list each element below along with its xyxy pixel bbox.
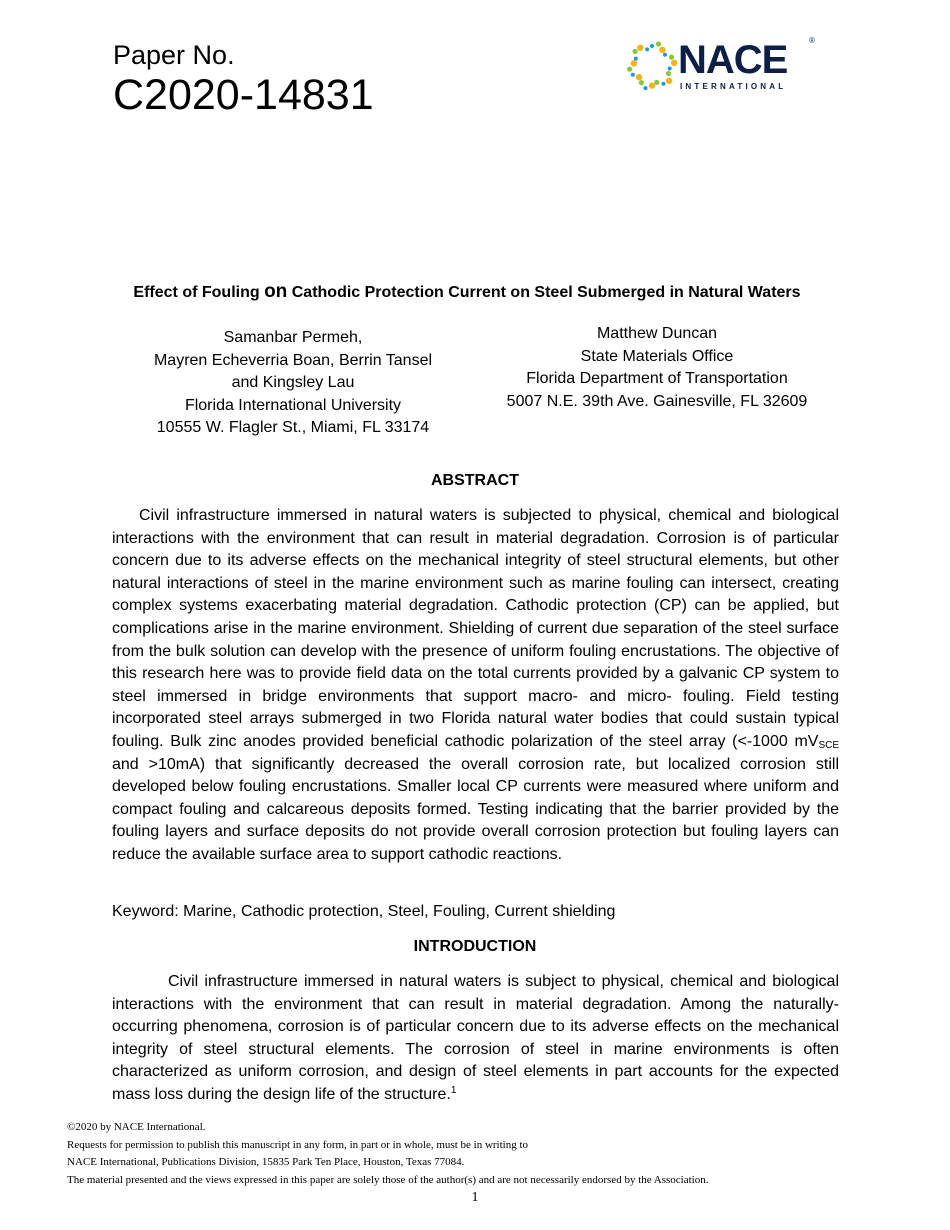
logo-dot <box>633 49 638 54</box>
logo-dot <box>650 44 654 48</box>
title-part-1: Effect of Fouling <box>133 284 265 301</box>
title-part-3: Cathodic Protection Current on Steel Submerged in Natural Waters <box>287 284 801 301</box>
logo-dot <box>654 80 659 85</box>
footer-line: NACE International, Publications Division, 15835 Park Ten Place, Houston, Texas 77084. <box>67 1156 465 1168</box>
author-line: and Kingsley Lau <box>231 374 355 392</box>
logo-registered-mark: ® <box>809 36 815 45</box>
footer-line: The material presented and the views expressed in this paper are solely those of the author(s) and are not necessarily endorsed by the Association. <box>67 1173 709 1186</box>
paper-label: Paper No. <box>113 40 235 70</box>
footer-line: ©2020 by NACE International. <box>67 1121 206 1133</box>
nace-logo-emblem-icon <box>624 36 680 96</box>
logo-dot <box>669 55 674 60</box>
introduction-text: Civil infrastructure immersed in natural waters is subject to physical, chemical and biological interactions with the environment that can result in material degradation. Among the naturally-occurring phenomena, corrosion is of particular concern due to its adverse effects on the mechanical integrity of steel structural elements. The corrosion of steel in marine environments is often characterized as uniform corrosion, and design of steel elements in part accounts for the expected mass loss during the design life of the structure. <box>112 973 839 1103</box>
title-part-2: on <box>264 281 288 302</box>
logo-dot <box>631 60 637 66</box>
logo-subtitle: INTERNATIONAL <box>680 82 787 91</box>
logo-dot <box>663 53 667 57</box>
paper-number: C2020-14831 <box>113 71 374 119</box>
logo-dot <box>645 47 649 51</box>
logo-dot <box>662 82 666 86</box>
abstract-heading: ABSTRACT <box>431 472 519 489</box>
logo-dot <box>666 78 672 84</box>
logo-dot <box>659 47 665 53</box>
abstract-subscript: SCE <box>818 739 839 751</box>
copyright-footer <box>67 1119 887 1189</box>
authors-right-column <box>490 323 824 413</box>
logo-dot <box>627 67 632 72</box>
logo-dot <box>644 86 648 90</box>
address-line: 10555 W. Flagler St., Miami, FL 33174 <box>156 419 430 437</box>
introduction-heading: INTRODUCTION <box>413 938 537 955</box>
author-line: Matthew Duncan <box>596 325 718 342</box>
keywords-line: Keyword: Marine, Cathodic protection, Steel, Fouling, Current shielding <box>112 903 616 920</box>
affiliation-line: Florida International University <box>184 396 402 414</box>
abstract-text-part-2: and >10mA) that significantly decreased the overall corrosion rate, but localized corrosion still developed below fouling encrustations. Smaller local CP currents were measured where uniform and compact fouling and calcareous deposits formed. Testing indicating that the barrier provided by the fouling layers and surface deposits do not provide overall corrosion protection but fouling layers can reduce the available surface area to support cathodic reactions. <box>112 755 839 863</box>
address-line: 5007 N.E. 39th Ave. Gainesville, FL 32609 <box>506 392 808 410</box>
logo-dot <box>636 74 642 80</box>
logo-wordmark: NACE <box>678 38 788 82</box>
footnote-reference: 1 <box>450 1084 457 1096</box>
paper-title <box>0 282 934 303</box>
affiliation-line: Florida Department of Transportation <box>526 370 788 388</box>
nace-logo <box>624 36 824 96</box>
logo-dot <box>668 67 672 71</box>
logo-dot <box>631 73 635 77</box>
abstract-text-part-1: Civil infrastructure immersed in natural waters is subjected to physical, chemical and biological interactions with the environment that can result in material degradation. Corrosion is of particular concern due to its adverse effects on the mechanical integrity of steel structural elements, but other natural interactions of steel in the marine environment such as marine fouling can intersect, creating complex systems exacerbating material degradation. Cathodic protection (CP) can be applied, but complications arise in the marine environment. Shielding of current due separation of the steel surface from the bulk solution can develop with the presence of uniform fouling encrustations. The objective of this research here was to provide field data on the total currents provided by a galvanic CP system to steel immersed in bridge environments that support macro- and micro- fouling. Field testing incorporated steel arrays submerged in two Florida natural water bodies that could sustain typical fouling. Bulk zinc anodes provided beneficial cathodic polarization of the steel array (<-1000 mV <box>112 507 839 750</box>
logo-dot <box>634 57 638 61</box>
page-number: 1 <box>471 1190 479 1205</box>
authors-left-column <box>140 327 446 440</box>
logo-dot <box>671 60 677 66</box>
introduction-paragraph <box>112 971 839 1107</box>
footer-line: Requests for permission to publish this manuscript in any form, in part or in whole, must be in writing to <box>67 1138 529 1151</box>
logo-dot <box>666 71 671 76</box>
author-line: Samanbar Permeh, <box>223 329 363 346</box>
author-line: Mayren Echeverria Boan, Berrin Tansel <box>153 351 433 369</box>
abstract-paragraph <box>112 505 839 867</box>
logo-dot <box>656 41 661 46</box>
logo-dot <box>637 45 643 51</box>
affiliation-line: State Materials Office <box>580 347 734 365</box>
logo-dot <box>649 82 655 88</box>
logo-dot <box>639 80 644 85</box>
